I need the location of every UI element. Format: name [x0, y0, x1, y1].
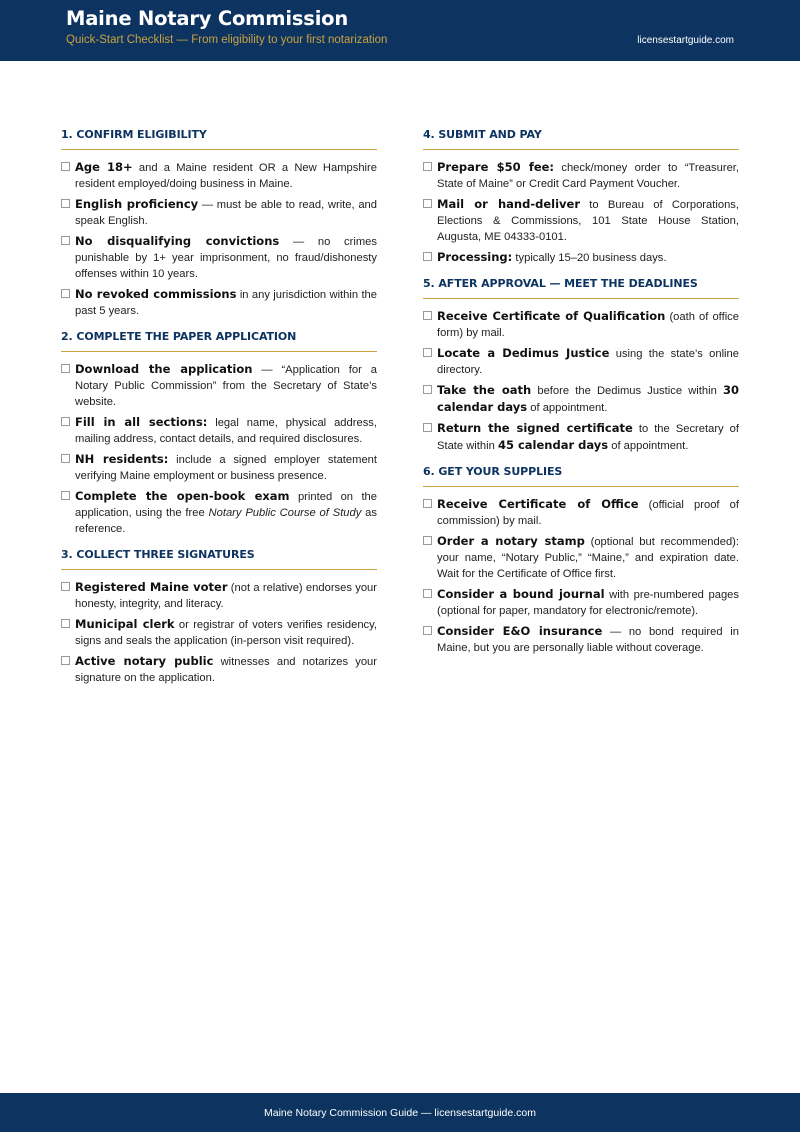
- checkbox[interactable]: [61, 417, 70, 426]
- item-text: witnesses and notarizes your signature on the application.: [75, 656, 377, 684]
- section-title: 3. COLLECT THREE SIGNATURES: [61, 548, 377, 570]
- item-text: (official proof of commission) by mail.: [437, 499, 739, 527]
- checklist-item: [61, 196, 377, 229]
- checklist-item: [423, 345, 739, 378]
- item-label: Complete the open-book exam: [75, 489, 290, 503]
- page-footer: [0, 1093, 800, 1132]
- item-text: as reference.: [75, 507, 378, 535]
- left-column: [61, 128, 377, 697]
- header-site-link[interactable]: licensestartguide.com: [637, 35, 734, 46]
- item-label: NH residents:: [75, 452, 169, 466]
- item-text: (optional but recommended): your name, “Notary Public,” “Maine,” and expiration date. Wait for the Certificate of Office first.: [437, 536, 739, 580]
- checkbox[interactable]: [61, 199, 70, 208]
- item-label: Municipal clerk: [75, 617, 175, 631]
- item-label: Active notary public: [75, 654, 214, 668]
- item-label: English proficiency: [75, 197, 199, 211]
- item-text: using the state’s online directory.: [437, 348, 739, 376]
- item-italic-text: Notary Public Course of Study: [208, 507, 362, 519]
- section-title: 5. AFTER APPROVAL — MEET THE DEADLINES: [423, 277, 739, 299]
- item-text: check/money order to “Treasurer, State of Maine” or Credit Card Payment Voucher.: [437, 162, 740, 190]
- item-text: or registrar of voters verifies residency, signs and seals the application (in-person visit required).: [75, 619, 377, 647]
- checkbox[interactable]: [423, 499, 432, 508]
- checklist-item: [423, 420, 739, 454]
- item-text: before the Dedimus Justice within: [531, 385, 723, 397]
- item-label: No disqualifying convictions: [75, 234, 280, 248]
- item-text: legal name, physical address, mailing address, contact details, and required disclosures.: [75, 417, 377, 445]
- checkbox[interactable]: [423, 348, 432, 357]
- item-label: Fill in all sections:: [75, 415, 208, 429]
- checkbox[interactable]: [61, 236, 70, 245]
- section-submit-and-pay: [423, 128, 739, 266]
- item-deadline: 30 calendar days: [437, 383, 739, 414]
- section-title: 1. CONFIRM ELIGIBILITY: [61, 128, 377, 150]
- item-text: to the Secretary of State within: [437, 423, 739, 452]
- item-text: — no crimes punishable by 1+ year imprisonment, no fraud/dishonesty offenses within 10 years.: [75, 236, 377, 280]
- checkbox[interactable]: [423, 385, 432, 394]
- item-label: Return the signed certificate: [437, 421, 633, 435]
- checklist-item: [423, 496, 739, 529]
- item-text: (not a relative) endorses your honesty, integrity, and literacy.: [75, 582, 377, 610]
- checklist-item: [61, 233, 377, 282]
- item-text: include a signed employer statement verifying Maine employment or business presence.: [75, 454, 377, 482]
- item-label: Download the application: [75, 362, 253, 376]
- item-text: of appointment.: [527, 402, 608, 414]
- checklist-item: [423, 623, 739, 656]
- item-label: Receive Certificate of Qualification: [437, 309, 666, 323]
- checklist-item: [61, 451, 377, 484]
- checkbox[interactable]: [423, 626, 432, 635]
- item-text: to Bureau of Corporations, Elections & Commissions, 101 State House Station, Augusta, ME 04333-0101.: [437, 199, 739, 243]
- item-label: Locate a Dedimus Justice: [437, 346, 610, 360]
- checklist-item: [61, 414, 377, 447]
- footer-text: Maine Notary Commission Guide — licensestartguide.com: [264, 1106, 536, 1119]
- item-label: Take the oath: [437, 383, 532, 397]
- checkbox[interactable]: [423, 199, 432, 208]
- item-text: (oath of office form) by mail.: [437, 311, 739, 339]
- item-label: No revoked commissions: [75, 287, 237, 301]
- checkbox[interactable]: [61, 619, 70, 628]
- checkbox[interactable]: [423, 252, 432, 261]
- section-title: 2. COMPLETE THE PAPER APPLICATION: [61, 330, 377, 352]
- section-collect-signatures: [61, 548, 377, 686]
- checklist-item: [423, 249, 739, 266]
- checkbox[interactable]: [423, 536, 432, 545]
- item-label: Age 18+: [75, 160, 133, 174]
- checklist-item: [423, 159, 739, 192]
- checkbox[interactable]: [61, 162, 70, 171]
- checkbox[interactable]: [61, 289, 70, 298]
- checkbox[interactable]: [423, 162, 432, 171]
- item-text: with pre-numbered pages (optional for paper, mandatory for electronic/remote).: [437, 589, 739, 617]
- item-label: Order a notary stamp: [437, 534, 585, 548]
- checkbox[interactable]: [61, 656, 70, 665]
- item-label: Registered Maine voter: [75, 580, 228, 594]
- checkbox[interactable]: [61, 454, 70, 463]
- item-text: and a Maine resident OR a New Hampshire resident employed/doing business in Maine.: [75, 162, 377, 190]
- item-text: in any jurisdiction within the past 5 years.: [75, 289, 377, 317]
- checkbox[interactable]: [61, 364, 70, 373]
- section-after-approval: [423, 277, 739, 454]
- item-deadline: 45 calendar days: [497, 438, 609, 452]
- checklist-item: [61, 488, 377, 537]
- checkbox[interactable]: [423, 589, 432, 598]
- section-complete-application: [61, 330, 377, 537]
- page-title: Maine Notary Commission: [66, 7, 349, 30]
- checklist-item: [61, 361, 377, 410]
- page-subtitle: Quick-Start Checklist — From eligibility to your first notarization: [66, 34, 388, 46]
- checkbox[interactable]: [423, 311, 432, 320]
- item-label: Receive Certificate of Office: [437, 497, 639, 511]
- checklist-item: [61, 579, 377, 612]
- item-label: Prepare $50 fee:: [437, 160, 555, 174]
- item-label: Mail or hand-deliver: [437, 197, 581, 211]
- item-text: — must be able to read, write, and speak English.: [75, 199, 377, 227]
- checkbox[interactable]: [423, 423, 432, 432]
- checkbox[interactable]: [61, 491, 70, 500]
- checklist-item: [423, 196, 739, 245]
- checklist-item: [61, 616, 377, 649]
- item-text: typically 15–20 business days.: [512, 252, 667, 264]
- checklist-item: [61, 159, 377, 192]
- section-get-supplies: [423, 465, 739, 656]
- item-text: printed on the application, using the free: [75, 491, 377, 519]
- item-label: Consider a bound journal: [437, 587, 605, 601]
- checkbox[interactable]: [61, 582, 70, 591]
- section-title: 6. GET YOUR SUPPLIES: [423, 465, 739, 487]
- item-text: of appointment.: [608, 440, 689, 452]
- checklist-item: [423, 586, 739, 619]
- item-text: — “Application for a Notary Public Commission” from the Secretary of State’s website.: [75, 364, 378, 408]
- right-column: [423, 128, 739, 667]
- checklist-item: [423, 308, 739, 341]
- page-header: [0, 0, 800, 61]
- checklist-item: [423, 533, 739, 582]
- checklist-item: [61, 286, 377, 319]
- section-title: 4. SUBMIT AND PAY: [423, 128, 739, 150]
- item-text: — no bond required in Maine, but you are personally liable without coverage.: [437, 626, 739, 654]
- checklist-item: [61, 653, 377, 686]
- item-label: Processing:: [437, 250, 513, 264]
- item-label: Consider E&O insurance: [437, 624, 603, 638]
- section-confirm-eligibility: [61, 128, 377, 319]
- checklist-item: [423, 382, 739, 416]
